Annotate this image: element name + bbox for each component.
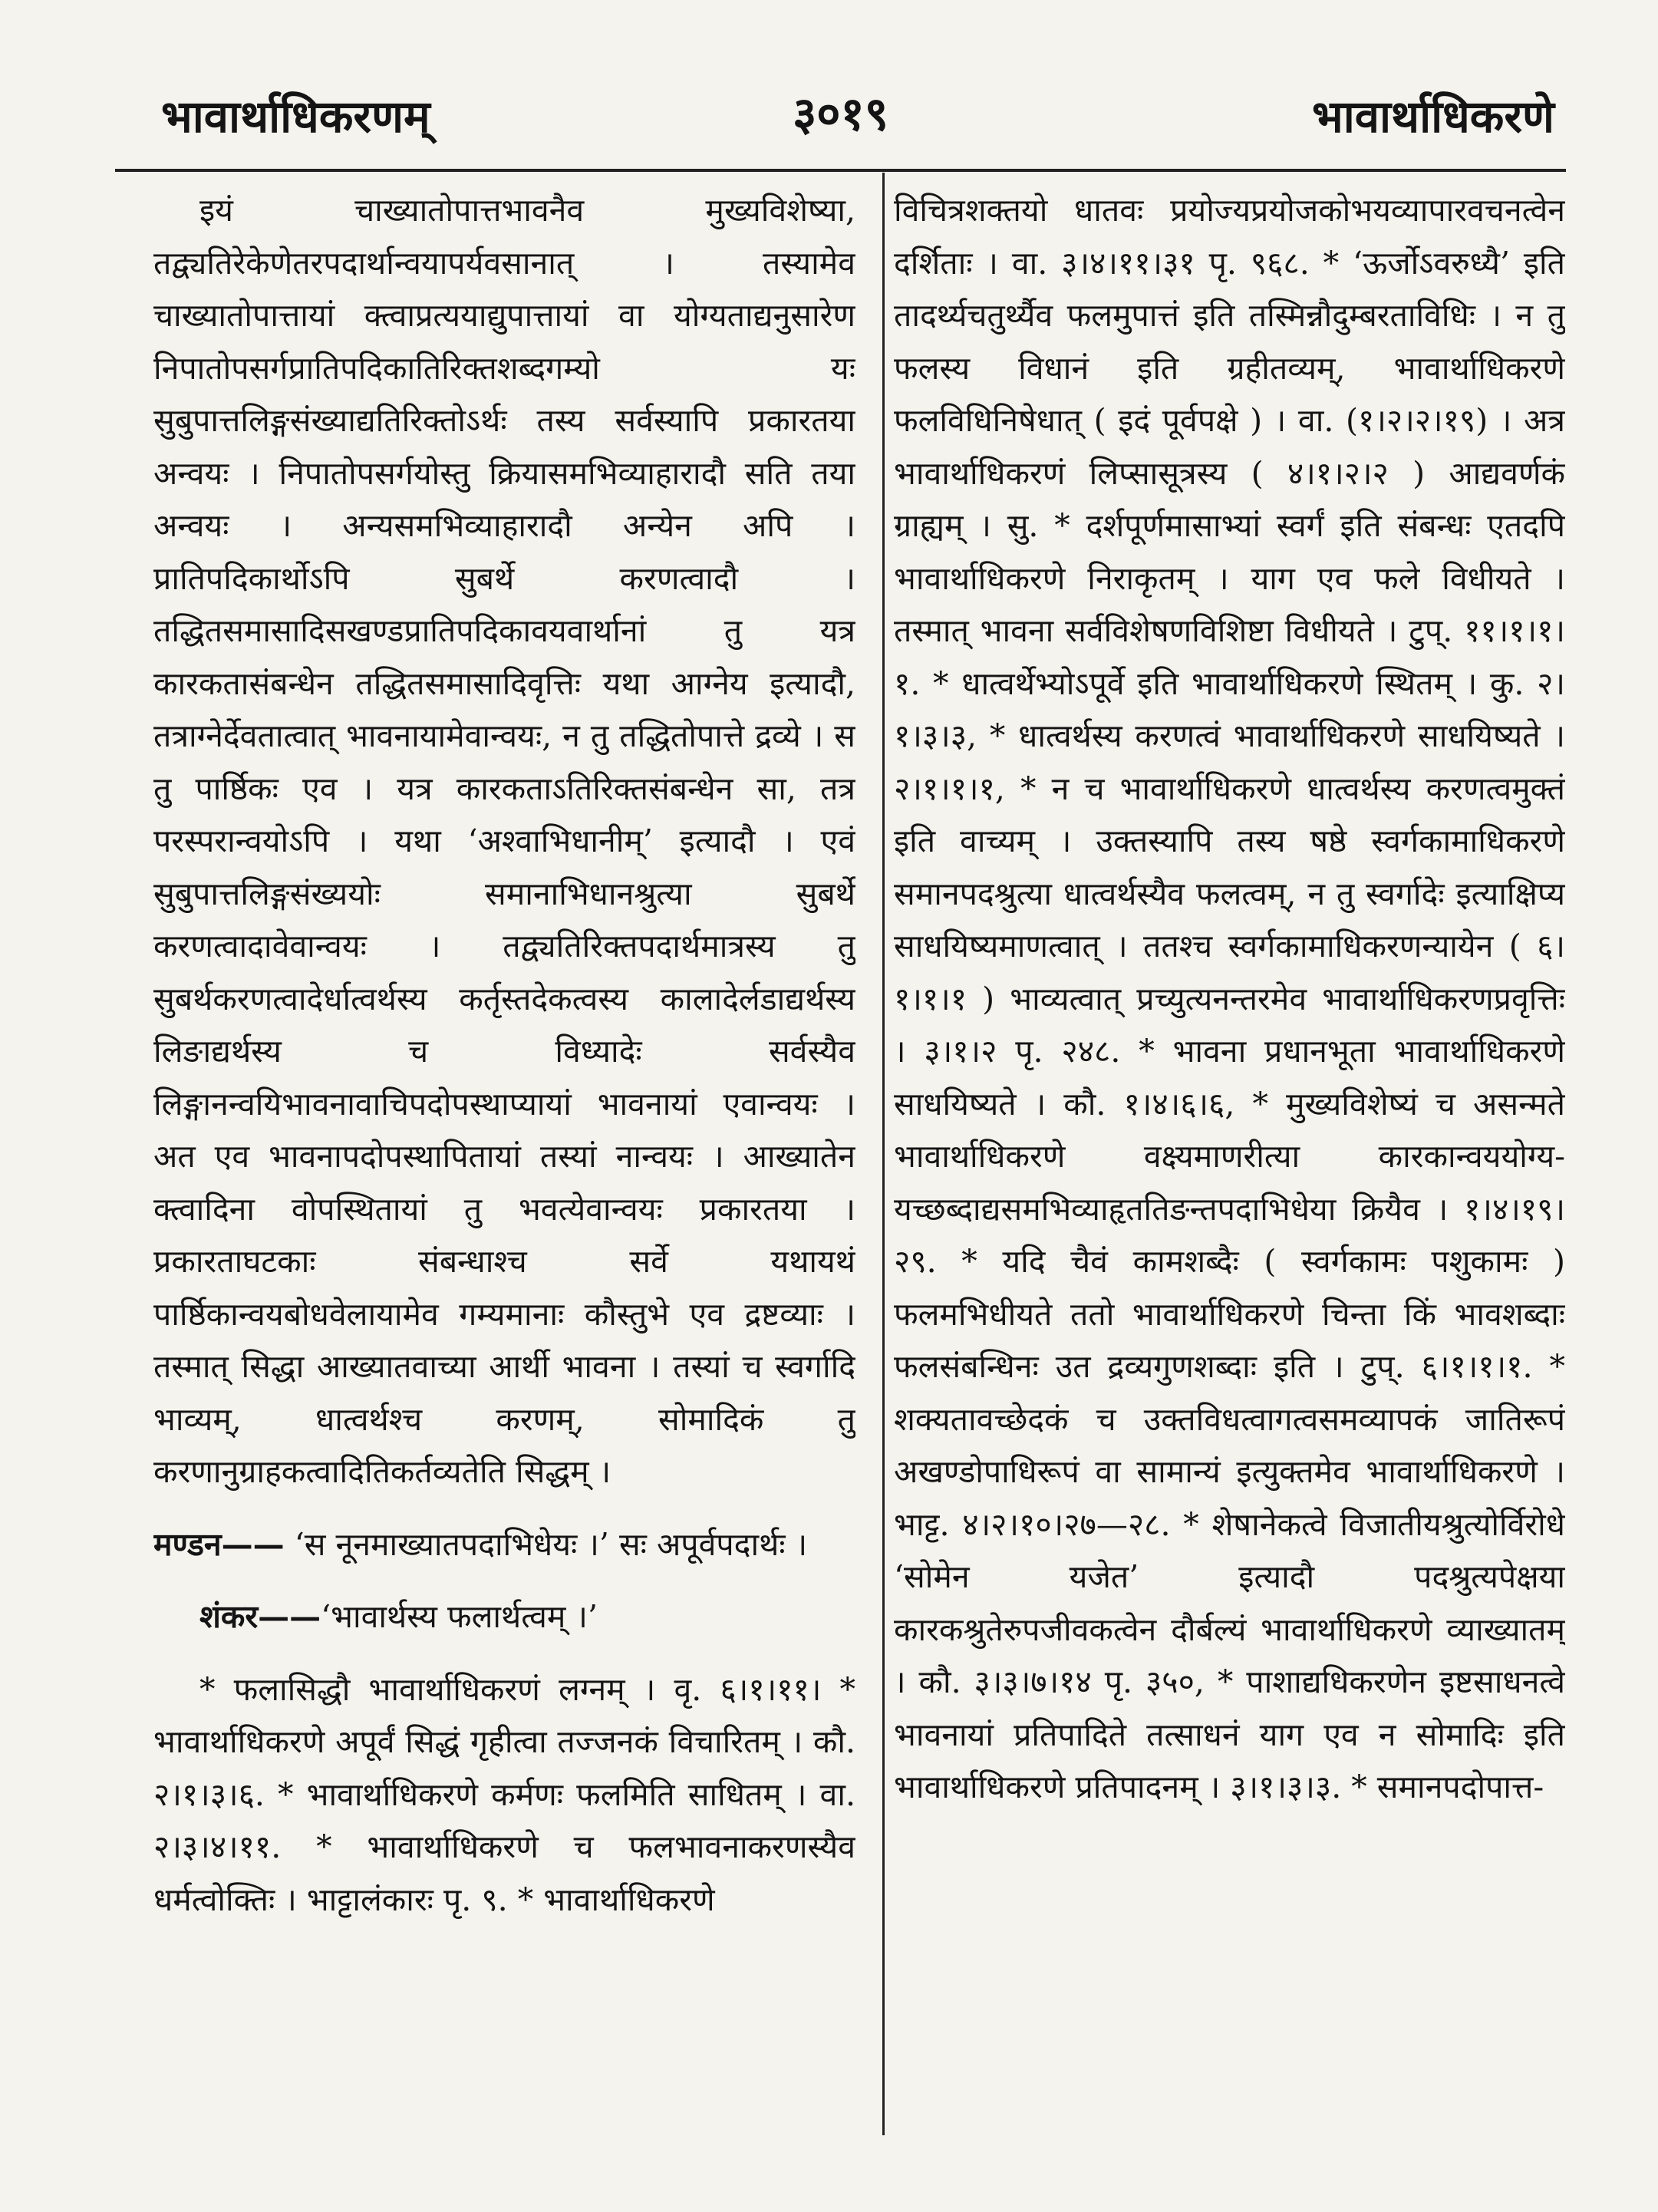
mandana-label: मण्डन—— — [153, 1525, 285, 1563]
left-references-paragraph: * फलासिद्धौ भावार्थाधिकरणं लग्नम् । वृ. ६।१।११। * भावार्थाधिकरणे अपूर्वं सिद्धं गृहीत्वा तज्जनकं विचारितम् । कौ. २।१।३।६. * भावार्थाधिकरणे कर्मणः फलमिति साधितम् । वा. २।३।४।११. * भावार्थाधिकरणे च फलभावनाकरणस्यैव धर्मत्वोक्तिः । भाट्टालंकारः पृ. ९. * भावार्थाधिकरणे — [153, 1670, 855, 1918]
page-number: ३०१९ — [793, 87, 888, 141]
running-title-right: भावार्थाधिकरणे — [1311, 91, 1554, 143]
right-references-paragraph: विचित्रशक्तयो धातवः प्रयोज्यप्रयोजकोभयव्यापारवचनत्वेन दर्शिताः । वा. ३।४।११।३१ पृ. ९६८. * ‘ऊर्जोऽवरुध्यै’ इति तादर्थ्यचतुर्थ्यैव फलमुपात्तं इति तस्मिन्नौदुम्बरताविधिः । न तु फलस्य विधानं इति ग्रहीतव्यम्, भावार्थाधिकरणे फलविधिनिषेधात् ( इदं पूर्वपक्षे ) । वा. (१।२।२।१९) । अत्र भावार्थाधिकरणं लिप्सासूत्रस्य ( ४।१।२।२ ) आद्यवर्णकं ग्राह्यम् । सु. * दर्शपूर्णमासाभ्यां स्वर्गं इति संबन्धः एतदपि भावार्थाधिकरणे निराकृतम् । याग एव फले विधीयते । तस्मात् भावना सर्वविशेषणविशिष्टा विधीयते । टुप्. ११।१।१।१. * धात्वर्थेभ्योऽपूर्वे इति भावार्थाधिकरणे स्थितम् । कु. २।१।३।३, * धात्वर्थस्य करणत्वं भावार्थाधिकरणे साधयिष्यते । २।१।१।१, * न च भावार्थाधिकरणे धात्वर्थस्य करणत्वमुक्तं इति वाच्यम् । उक्तस्यापि तस्य षष्ठे स्वर्गकामाधिकरणे समानपदश्रुत्या धात्वर्थस्यैव फलत्वम्, न तु स्वर्गादेः इत्याक्षिप्य साधयिष्यमाणत्वात् । ततश्च स्वर्गकामाधिकरणन्यायेन ( ६।१।१।१ ) भाव्यत्वात् प्रच्युत्यनन्तरमेव भावार्थाधिकरणप्रवृत्तिः । ३।१।२ पृ. २४८. * भावना प्रधानभूता भावार्थाधिकरणे साधयिष्यते । कौ. १।४।६।६, * मुख्यविशेष्यं च असन्मते भावार्थाधिकरणे वक्ष्यमाणरीत्या कारकान्वययोग्य-यच्छब्दाद्यसमभिव्याहृततिङन्तपदाभिधेया क्रियैव । १।४।१९।२९. * यदि चैवं कामशब्दैः ( स्वर्गकामः पशुकामः ) फलमभिधीयते ततो भावार्थाधिकरणे चिन्ता किं भावशब्दाः फलसंबन्धिनः उत द्रव्यगुणशब्दाः इति । टुप्. ६।१।१।१. * शक्यतावच्छेदकं च उक्तविधत्वागत्वसमव्यापकं जातिरूपं अखण्डोपाधिरूपं वा सामान्यं इत्युक्तमेव भावार्थाधिकरणे । भाट्ट. ४।२।१०।२७—२८. * शेषानेकत्वे विजातीयश्रुत्योर्विरोधे ‘सोमेन यजेत’ इत्यादौ पदश्रुत्यपेक्षया कारकश्रुतेरुपजीवकत्वेन दौर्बल्यं भावार्थाधिकरणे व्याख्यातम् । कौ. ३।३।७।१४ पृ. ३५०, * पाशाद्यधिकरणेन इष्टसाधनत्वे भावनायां प्रतिपादिते तत्साधनं याग एव न सोमादिः इति भावार्थाधिकरणे प्रतिपादनम् । ३।१।३।३. * समानपदोपात्त- — [894, 192, 1565, 1805]
right-column — [894, 184, 1565, 2135]
header-rule — [115, 169, 1566, 172]
shankara-paragraph — [153, 1591, 855, 1643]
column-divider — [882, 173, 885, 2135]
page-header — [115, 69, 1566, 153]
mandana-paragraph — [153, 1518, 855, 1571]
left-column — [153, 184, 855, 2135]
left-intro-paragraph: इयं चाख्यातोपात्तभावनैव मुख्यविशेष्या, तद्व्यतिरेकेणेतरपदार्थान्वयापर्यवसानात् । तस्यामेव चाख्यातोपात्तायां क्त्वाप्रत्ययाद्युपात्तायां वा योग्यताद्यनुसारेण निपातोपसर्गप्रातिपदिकातिरिक्तशब्दगम्यो यः सुबुपात्तलिङ्गसंख्याद्यतिरिक्तोऽर्थः तस्य सर्वस्यापि प्रकारतया अन्वयः । निपातोपसर्गयोस्तु क्रियासमभिव्याहारादौ सति तया अन्वयः । अन्यसमभिव्याहारादौ अन्येन अपि । प्रातिपदिकार्थोऽपि सुबर्थे करणत्वादौ । तद्धितसमासादिसखण्डप्रातिपदिकावयवार्थानां तु यत्र कारकतासंबन्धेन तद्धितसमासादिवृत्तिः यथा आग्नेय इत्यादौ, तत्राग्नेर्देवतात्वात् भावनायामेवान्वयः, न तु तद्धितोपात्ते द्रव्ये । स तु पार्ष्ठिकः एव । यत्र कारकताऽतिरिक्तसंबन्धेन सा, तत्र परस्परान्वयोऽपि । यथा ‘अश्वाभिधानीम्’ इत्यादौ । एवं सुबुपात्तलिङ्गसंख्ययोः समानाभिधानश्रुत्या सुबर्थे करणत्वादावेवान्वयः । तद्व्यतिरिक्तपदार्थमात्रस्य तु सुबर्थकरणत्वादेर्धात्वर्थस्य कर्तृस्तदेकत्वस्य कालादेर्लडाद्यर्थस्य लिङाद्यर्थस्य च विध्यादेः सर्वस्यैव लिङ्गानन्वयिभावनावाचिपदोपस्थाप्यायां भावनायां एवान्वयः । अत एव भावनापदोपस्थापितायां तस्यां नान्वयः । आख्यातेन क्त्वादिना वोपस्थितायां तु भवत्येवान्वयः प्रकारतया । प्रकारताघटकाः संबन्धाश्च सर्वे यथायथं पार्ष्ठिकान्वयबोधवेलायामेव गम्यमानाः कौस्तुभे एव द्रष्टव्याः । तस्मात् सिद्धा आख्यातवाच्या आर्थी भावना । तस्यां च स्वर्गादि भाव्यम्, धात्वर्थश्च करणम्, सोमादिकं तु करणानुग्राहकत्वादितिकर्तव्यतेति सिद्धम् । — [153, 192, 855, 1490]
shankara-label: शंकर—— — [199, 1598, 321, 1635]
mandana-text: ‘स नूनमाख्यातपदाभिधेयः ।’ सः अपूर्वपदार्थः । — [294, 1525, 808, 1563]
running-title-left: भावार्थाधिकरणम् — [161, 91, 430, 143]
shankara-text: ‘भावार्थस्य फलार्थत्वम् ।’ — [321, 1598, 598, 1635]
